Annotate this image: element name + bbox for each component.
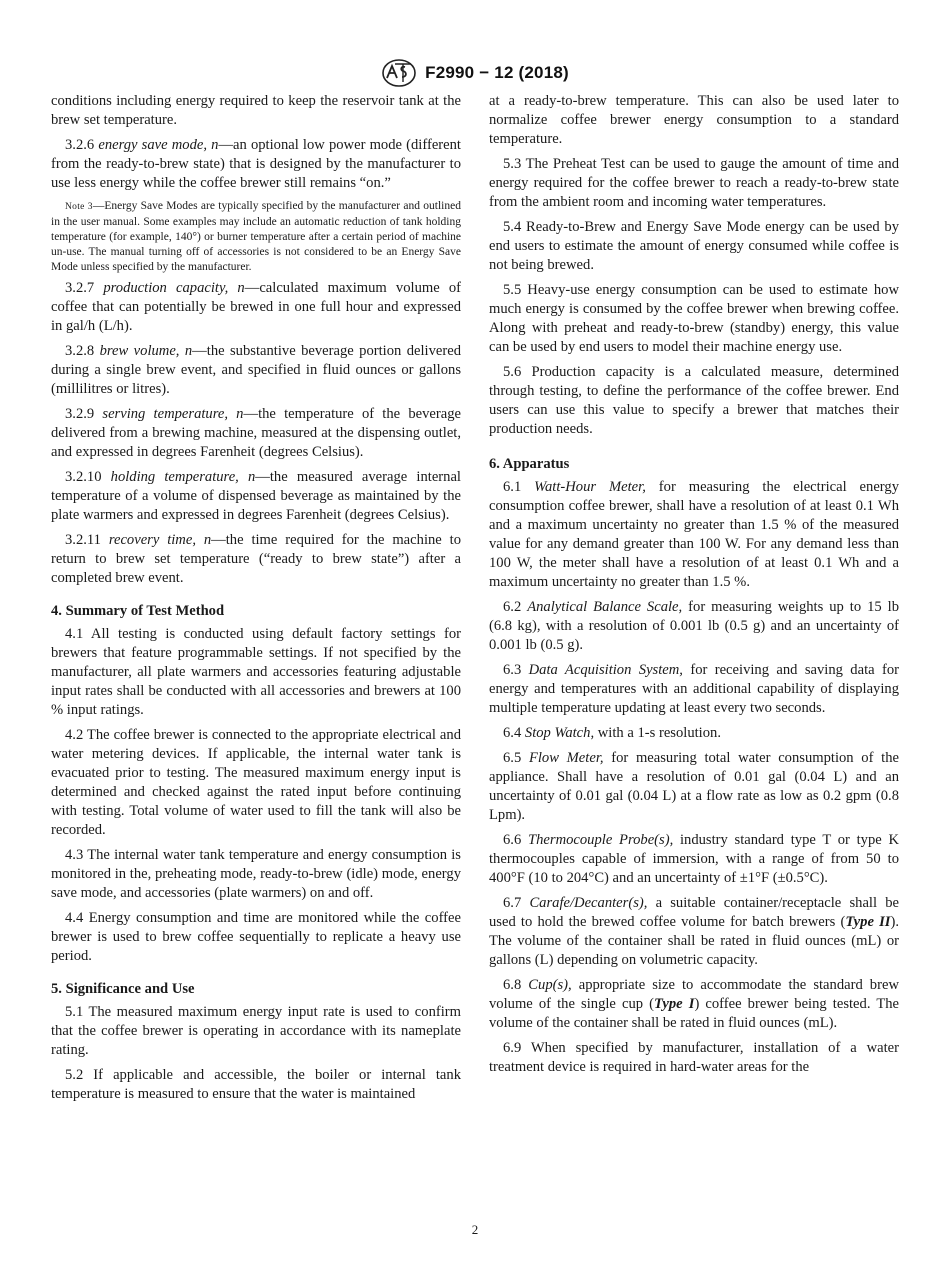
page-number: 2 <box>471 1222 479 1237</box>
note-3: Note 3—Energy Save Modes are typically specified by the manufacturer and outlined in the user manual. Some examples may include an automatic reduction of tank holding temperature (for example, 140°) or burner temperature after a certain period of machine un-use. The manual turning off of accessories is not considered to be an Energy Save Mode unless specified by the manufacturer. <box>51 200 461 273</box>
paragraph-6-1: 6.1 Watt-Hour Meter, for measuring the electrical energy consumption coffee brewer, shall have a resolution of at least 0.1 Wh and a maximum uncertainty no greater than 1.5 % of the measured value for any demand greater than 100 W. For any demand less than 100 W, the meter shall have a resolution of at least 0.1 Wh and a maximum uncertainty no greater than 1.5 %. <box>489 479 899 590</box>
paragraph-3-2-9: 3.2.9 serving temperature, n—the temperature of the beverage delivered from a brewing machine, measured at the dispensing outlet, and expressed in degrees Farenheit (degrees Celsius). <box>51 406 461 460</box>
right-column <box>489 92 899 1083</box>
paragraph-4-1: 4.1 All testing is conducted using default factory settings for brewers that feature programmable settings. If not specified by the manufacturer, all plate warmers and accessories featuring adjustable input rates shall be conducted with all accessories and brewers at 100 % input ratings. <box>51 626 461 718</box>
paragraph-4-3: 4.3 The internal water tank temperature and energy consumption is monitored in the, preheating mode, ready-to-brew (idle) mode, energy save mode, and accessories (plate warmers) on and off. <box>51 847 461 901</box>
paragraph-6-8: 6.8 Cup(s), appropriate size to accommodate the standard brew volume of the single cup (Type I) coffee brewer being tested. The volume of the container shall be rated in fluid ounces (mL). <box>489 977 900 1031</box>
paragraph-4-4: 4.4 Energy consumption and time are monitored while the coffee brewer is used to brew coffee sequentially to replicate a heavy use period. <box>51 910 461 964</box>
paragraph-3-2-11: 3.2.11 recovery time, n—the time required for the machine to return to brew set temperature (“ready to brew state”) after a completed brew event. <box>51 532 461 586</box>
paragraph-3-2-10: 3.2.10 holding temperature, n—the measured average internal temperature of a volume of dispensed beverage as maintained by the plate warmers and expressed in degrees Farenheit (degrees Celsius). <box>51 469 461 523</box>
paragraph-3-2-7: 3.2.7 production capacity, n—calculated maximum volume of coffee that can potentially be brewed in one full hour and expressed in gal/h (L/h). <box>51 280 462 334</box>
paragraph-6-5: 6.5 Flow Meter, for measuring total water consumption of the appliance. Shall have a resolution of 0.01 gal (0.04 L) and an uncertainty of 0.01 gal (0.04 L) at a flow rate as low as 0.2 gpm (0.8 Lpm). <box>489 750 899 823</box>
paragraph-6-6: 6.6 Thermocouple Probe(s), industry standard type T or type K thermocouples capable of immersion, with a range of from 50 to 400°F (10 to 204°C) and an uncertainty of ±1°F (±0.5°C). <box>489 832 900 886</box>
paragraph-5-5: 5.5 Heavy-use energy consumption can be used to estimate how much energy is consumed by the coffee brewer when brewing coffee. Along with preheat and ready-to-brew (standby) energy, this value can be used by end users to model their machine energy use. <box>489 282 899 355</box>
section-heading-6: 6. Apparatus <box>489 456 570 472</box>
page-header <box>0 58 950 93</box>
document-designation: F2990 − 12 (2018) <box>425 63 569 82</box>
paragraph-3-2-8: 3.2.8 brew volume, n—the substantive beverage portion delivered during a single brew event, and specified in fluid ounces or gallons (millilitres or litres). <box>51 343 462 397</box>
astm-logo-icon <box>381 58 417 88</box>
left-column <box>51 92 461 1110</box>
paragraph-5-6: 5.6 Production capacity is a calculated measure, determined through testing, to define the performance of the coffee brewer. End users can use this value to specify a brewer that matches their production needs. <box>489 364 899 437</box>
paragraph-3-2-6: 3.2.6 energy save mode, n—an optional low power mode (different from the ready-to-brew state) that is designed by the manufacturer to use less energy while the coffee brewer still remains “on.” <box>51 137 461 191</box>
paragraph-5-3: 5.3 The Preheat Test can be used to gauge the amount of time and energy required for the coffee brewer to reach a ready-to-brew state from the ambient room and incoming water temperatures. <box>489 156 899 210</box>
paragraph-5-4: 5.4 Ready-to-Brew and Energy Save Mode energy can be used by end users to estimate the amount of energy consumed while coffee is not being brewed. <box>489 219 899 273</box>
paragraph-6-3: 6.3 Data Acquisition System, for receiving and saving data for energy and temperatures with an additional capability of displaying multiple temperature updating at least every two seconds. <box>489 662 899 716</box>
paragraph-5-1: 5.1 The measured maximum energy input rate is used to confirm that the coffee brewer is operating in accordance with its nameplate rating. <box>51 1004 461 1058</box>
section-heading-4: 4. Summary of Test Method <box>51 603 225 619</box>
paragraph-5-2: 5.2 If applicable and accessible, the boiler or internal tank temperature is measured to ensure that the water is maintained <box>51 1067 461 1102</box>
paragraph-continuation: at a ready-to-brew temperature. This can also be used later to normalize coffee brewer energy consumption to a standard temperature. <box>489 93 899 147</box>
paragraph-6-7: 6.7 Carafe/Decanter(s), a suitable container/receptacle shall be used to hold the brewed coffee volume for batch brewers (Type II). The volume of the container shall be rated in fluid ounces (mL) or gallons (L) depending on volumetric capacity. <box>489 895 899 968</box>
paragraph-4-2: 4.2 The coffee brewer is connected to the appropriate electrical and water metering devices. If applicable, the internal water tank is evacuated prior to testing. The measured maximum energy input is determined and checked against the rated input before continuing with testing. Total volume of water used to fill the tank will also be recorded. <box>51 727 461 838</box>
paragraph-6-4: 6.4 Stop Watch, with a 1-s resolution. <box>503 725 721 741</box>
section-heading-5: 5. Significance and Use <box>51 981 195 997</box>
paragraph-continuation: conditions including energy required to keep the reservoir tank at the brew set temperature. <box>51 93 461 128</box>
paragraph-6-9: 6.9 When specified by manufacturer, installation of a water treatment device is required in hard-water areas for the <box>489 1040 899 1075</box>
paragraph-6-2: 6.2 Analytical Balance Scale, for measuring weights up to 15 lb (6.8 kg), with a resolution of 0.001 lb (0.5 g) and an uncertainty of 0.001 lb (0.5 g). <box>489 599 899 653</box>
